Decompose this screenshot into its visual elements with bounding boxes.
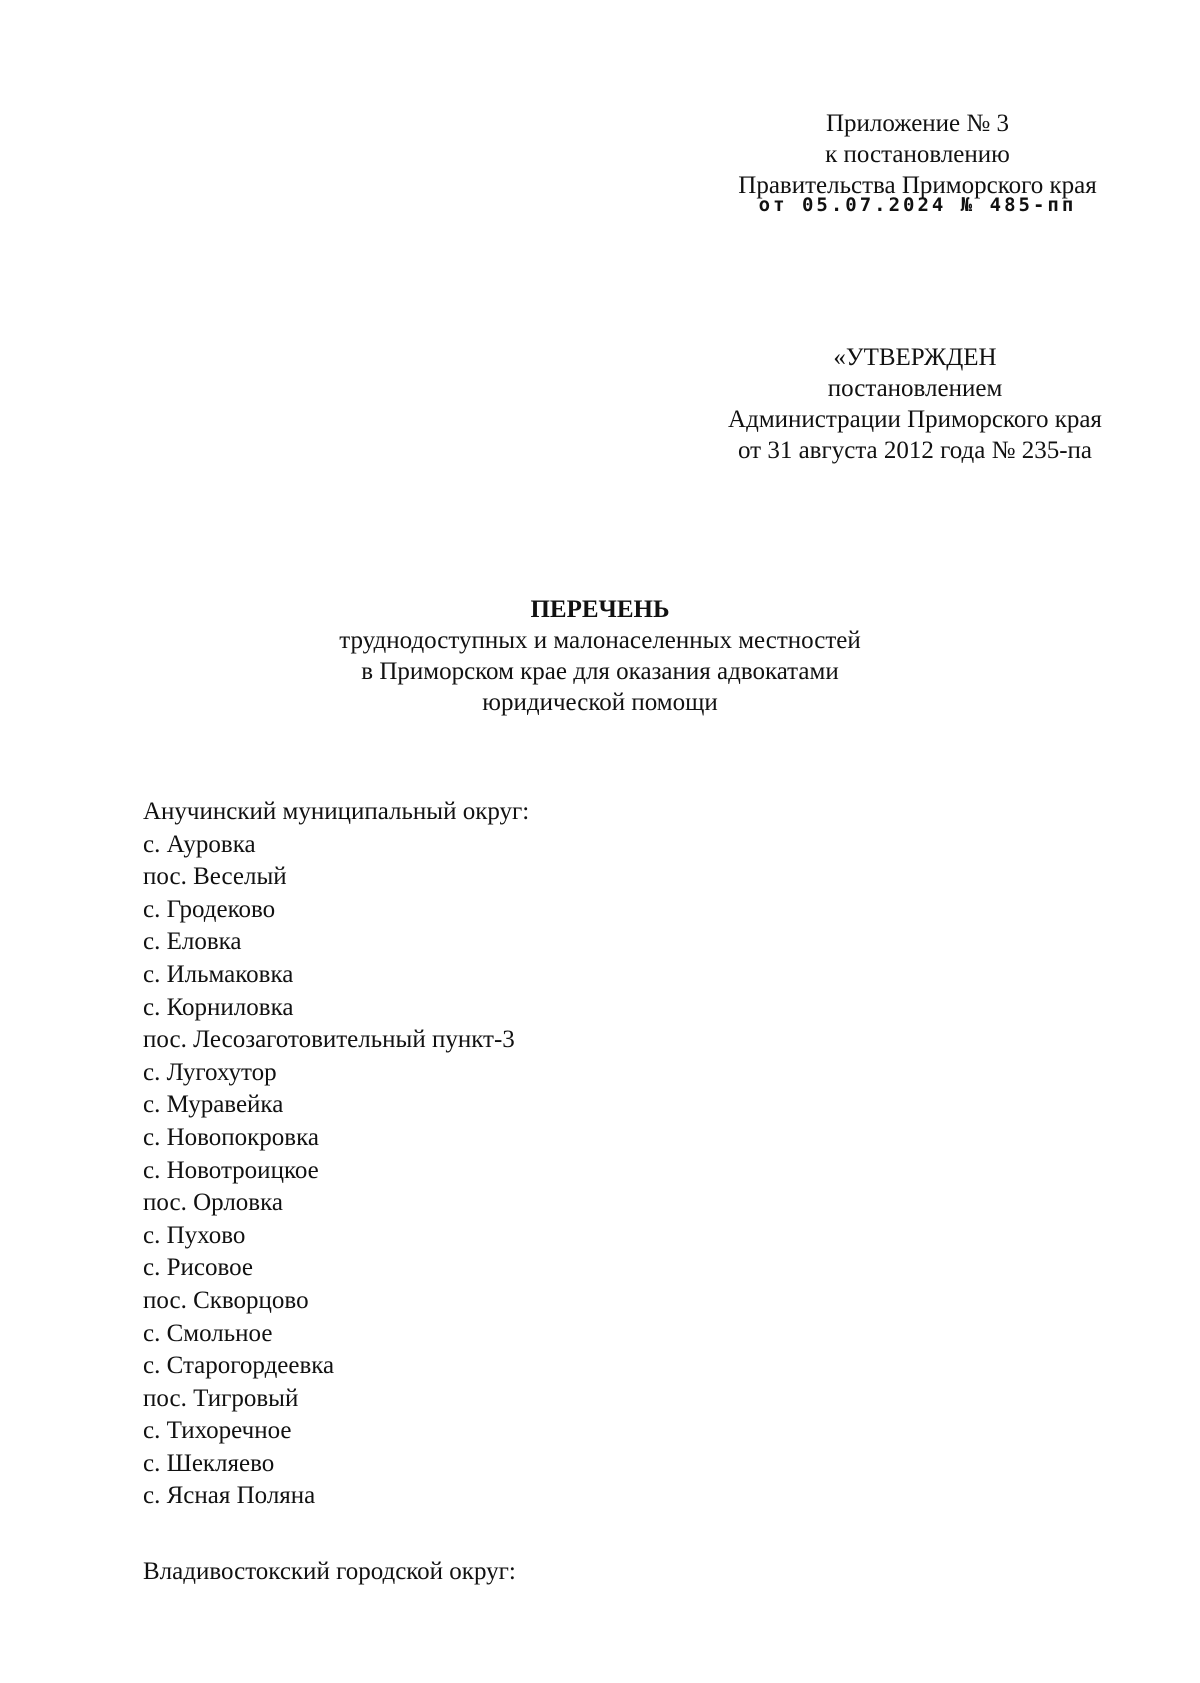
appendix-line-2: к постановлению <box>825 141 1010 168</box>
settlement-item: пос. Тигровый <box>143 1384 299 1412</box>
settlement-item: с. Ясная Поляна <box>143 1482 316 1510</box>
settlement-item: пос. Скворцово <box>143 1286 309 1314</box>
document-title: ПЕРЕЧЕНЬ <box>530 596 670 623</box>
district-name: Анучинский муниципальный округ: <box>143 798 530 825</box>
appendix-line-3: Правительства Приморского края <box>738 172 1097 199</box>
registration-stamp: от 05.07.2024 № 485-пп <box>758 194 1077 216</box>
document-heading <box>250 594 950 718</box>
settlement-item: с. Новопокровка <box>143 1123 319 1151</box>
settlement-item: с. Рисовое <box>143 1254 254 1282</box>
settlement-item: пос. Лесозаготовительный пункт-3 <box>143 1026 515 1054</box>
document-subtitle-1: труднодоступных и малонаселенных местностей <box>339 627 861 654</box>
settlement-item: с. Лугохутор <box>143 1058 277 1086</box>
settlement-item: с. Новотроицкое <box>143 1156 319 1184</box>
approval-line-2: постановлением <box>827 375 1003 402</box>
settlement-item: с. Корниловка <box>143 993 294 1021</box>
approval-line-1: «УТВЕРЖДЕН <box>833 344 997 371</box>
settlement-item: с. Старогордеевка <box>143 1352 335 1380</box>
district-section-anuchinsky <box>143 796 943 1513</box>
settlement-item: с. Шекляево <box>143 1449 275 1477</box>
settlement-item: с. Тихоречное <box>143 1417 292 1445</box>
settlement-item: с. Муравейка <box>143 1091 284 1119</box>
settlement-item: с. Ауровка <box>143 830 256 858</box>
document-subtitle-2: в Приморском крае для оказания адвокатами <box>361 658 839 685</box>
approval-line-3: Администрации Приморского края <box>728 406 1102 433</box>
settlement-item: с. Еловка <box>143 928 242 956</box>
settlement-item: с. Ильмаковка <box>143 960 294 988</box>
approval-line-4: от 31 августа 2012 года № 235-па <box>737 437 1093 464</box>
settlement-item: пос. Веселый <box>143 863 287 891</box>
settlement-item: с. Гродеково <box>143 895 276 923</box>
settlement-item: с. Пухово <box>143 1221 246 1249</box>
settlement-list <box>143 829 943 1513</box>
district-section-vladivostok <box>143 1556 516 1588</box>
appendix-header <box>700 108 1135 215</box>
district-name: Владивостокский городской округ: <box>143 1558 516 1585</box>
appendix-line-1: Приложение № 3 <box>825 110 1010 137</box>
approval-block <box>685 342 1145 466</box>
settlement-item: пос. Орловка <box>143 1189 283 1217</box>
document-subtitle-3: юридической помощи <box>482 689 718 716</box>
settlement-item: с. Смольное <box>143 1319 273 1347</box>
